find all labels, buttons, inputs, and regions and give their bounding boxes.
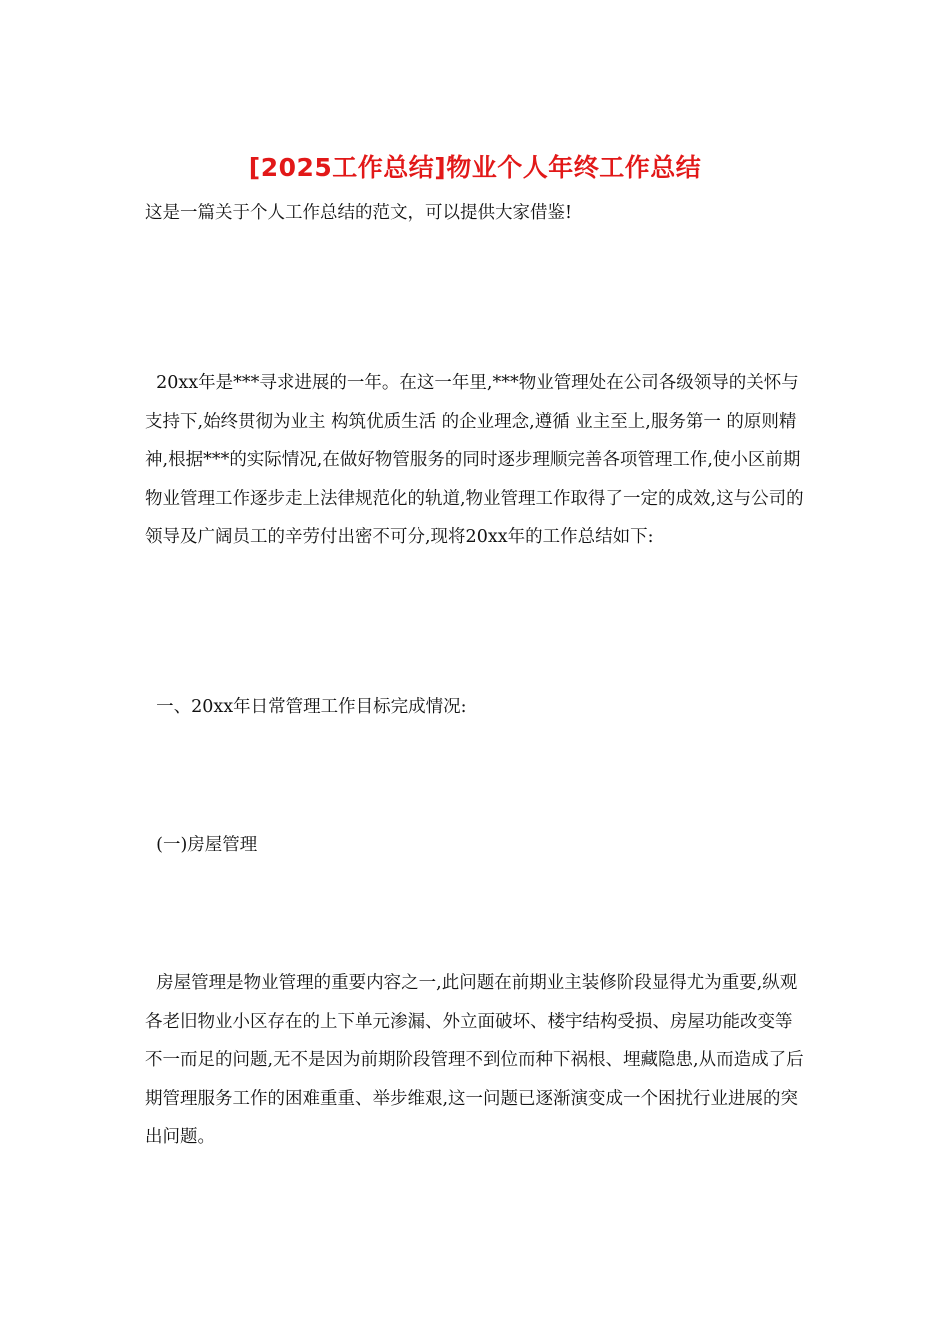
- subsection-heading: (一)房屋管理: [145, 835, 258, 855]
- section-heading: 一、20xx年日常管理工作目标完成情况:: [145, 697, 467, 717]
- body-paragraph: 房屋管理是物业管理的重要内容之一,此问题在前期业主装修阶段显得尤为重要,纵观各老旧物业小区存在的上下单元渗漏、外立面破坏、楼宇结构受损、房屋功能改变等不一而足的问题,无不是因为前期阶段管理不到位而种下祸根、埋藏隐患,从而造成了后期管理服务工作的困难重重、举步维艰,这一问题已逐渐演变成一个困扰行业进展的突出问题。: [145, 973, 804, 1147]
- document-title: [2025工作总结]物业个人年终工作总结: [248, 153, 702, 182]
- intro-text: 这是一篇关于个人工作总结的范文，可以提供大家借鉴!: [145, 203, 573, 223]
- body-paragraph: 20xx年是***寻求进展的一年。在这一年里,***物业管理处在公司各级领导的关怀与支持下,始终贯彻为业主 构筑优质生活 的企业理念,遵循 业主至上,服务第一 的原则精神,根据***的实际情况,在做好物管服务的同时逐步理顺完善各项管理工作,使小区前期物业管理工作逐步走上法律规范化的轨道,物业管理工作取得了一定的成效,这与公司的领导及广阔员工的辛劳付出密不可分,现将20xx年的工作总结如下:: [145, 373, 804, 547]
